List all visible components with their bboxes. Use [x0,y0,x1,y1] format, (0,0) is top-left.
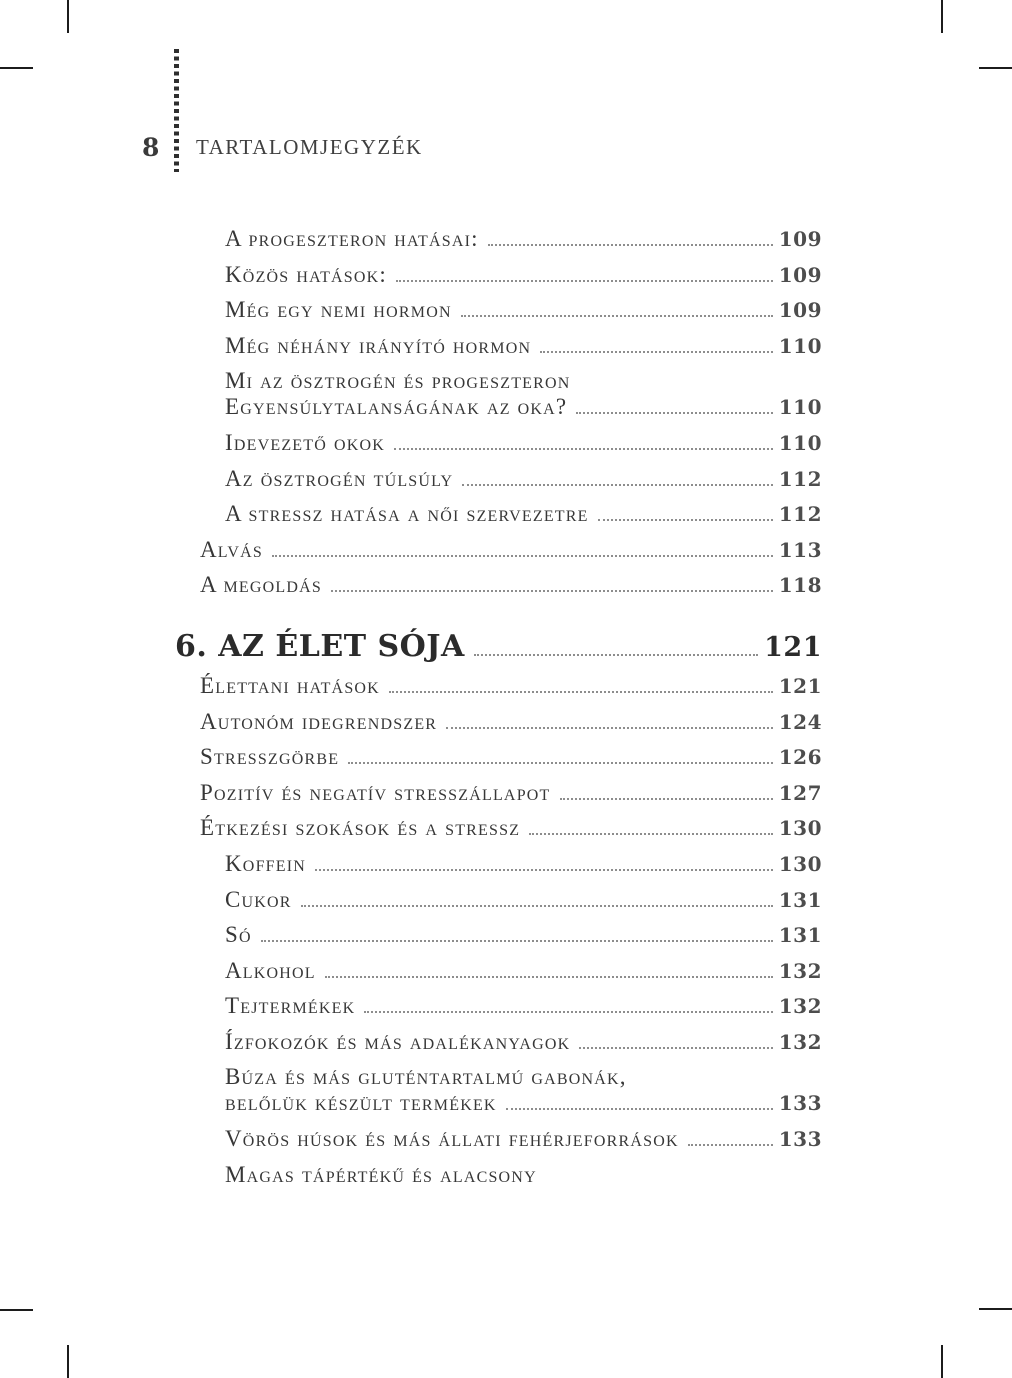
entry-title: Élettani hatások [200,672,380,698]
entry-title: Még néhány irányító hormon [225,332,532,358]
entry-page-number: 109 [778,262,822,287]
entry-page-number: 110 [778,430,822,455]
dot-leader [396,274,773,282]
entry-title: Alvás [200,536,263,562]
dot-leader [446,721,773,729]
dot-leader [576,406,772,414]
dot-leader [688,1138,773,1146]
toc-entry [175,744,822,780]
entry-page-number: 121 [778,673,822,698]
entry-page-number: 131 [778,923,822,948]
dotted-rule-divider [174,49,179,172]
entry-title: Só [225,922,252,948]
dot-leader [560,792,773,800]
entry-page-number: 112 [778,466,822,491]
entry-title: Alkohol [225,957,316,983]
toc-entry [175,394,822,430]
entry-title: Koffein [225,850,307,876]
entry-page-number: 113 [778,537,822,562]
running-head-title: TARTALOMJEGYZÉK [196,135,423,159]
entry-title: Idevezető okok [225,429,385,455]
entry-page-number: 130 [778,816,822,841]
toc-entry [175,780,822,816]
entry-title: Mi az ösztrogén és progeszteron [225,368,571,394]
entry-page-number: 132 [778,958,822,983]
dot-leader [461,309,773,317]
entry-page-number: 126 [778,745,822,770]
dot-leader [364,1005,772,1013]
dot-leader [389,685,773,693]
entry-page-number: 130 [778,851,822,876]
entry-page-number: 124 [778,709,822,734]
toc-entry [175,1090,822,1126]
crop-mark-bottom-left-horizontal [0,1309,33,1311]
entry-page-number: 133 [778,1091,822,1116]
toc-entry [175,851,822,887]
entry-title: Magas tápértékű és alacsony [225,1161,537,1187]
entry-page-number: 127 [778,780,822,805]
entry-page-number: 112 [778,502,822,527]
toc-entry [175,466,822,502]
dot-leader [579,1041,772,1049]
toc-entry [175,1064,822,1090]
toc-entry [175,673,822,709]
dot-leader [506,1102,773,1110]
dot-leader [529,827,773,835]
entry-title: Még egy nemi hormon [225,297,452,323]
dot-leader [540,345,773,353]
entry-title: Vörös húsok és más állati fehérjeforrások [225,1126,679,1152]
entry-page-number: 118 [778,573,822,598]
toc-entry [175,572,822,608]
crop-mark-top-right-vertical [941,0,943,33]
entry-title: belőlük készült termékek [225,1090,497,1116]
crop-mark-bottom-left-vertical [67,1345,69,1378]
crop-mark-top-right-horizontal [979,67,1012,69]
toc-entry [175,297,822,333]
entry-title: Közös hatások: [225,261,388,287]
toc-entry [175,629,822,673]
toc-entry [175,709,822,745]
entry-title: Tejtermékek [225,993,356,1019]
toc-entry [175,958,822,994]
toc-entry [175,262,822,298]
toc-entry [175,1029,822,1065]
dot-leader [301,899,773,907]
dot-leader [272,549,773,557]
toc-entry [175,333,822,369]
toc-entry [175,993,822,1029]
dot-leader [331,584,773,592]
toc-entry [175,815,822,851]
entry-page-number: 121 [764,631,822,663]
crop-mark-top-left-horizontal [0,67,33,69]
toc-entry [175,430,822,466]
dot-leader [394,442,773,450]
toc-entry [175,226,822,262]
dot-leader [488,238,773,246]
entry-title: 6. AZ ÉLET SÓJA [175,628,465,664]
entry-title: Búza és más gluténtartalmú gabonák, [225,1064,627,1090]
toc-entry [175,887,822,923]
entry-title: A stressz hatása a női szervezetre [225,501,589,527]
entry-title: A progeszteron hatásai: [225,226,479,251]
entry-page-number: 132 [778,994,822,1019]
entry-title: Pozitív és negatív stresszállapot [200,779,551,805]
crop-mark-bottom-right-horizontal [979,1308,1012,1310]
entry-title: Étkezési szokások és a stressz [200,815,521,841]
entry-page-number: 110 [778,333,822,358]
toc-entry [175,1162,822,1198]
entry-page-number: 133 [778,1127,822,1152]
toc-entry [175,368,822,394]
toc-list [175,226,822,1197]
entry-title: Cukor [225,886,292,912]
dot-leader [315,863,773,871]
entry-title: Autonóm idegrendszer [200,708,438,734]
crop-mark-top-left-vertical [67,0,69,33]
dot-leader [598,513,773,521]
dot-leader [474,648,758,656]
entry-page-number: 109 [778,227,822,251]
entry-page-number: 110 [778,395,822,420]
toc-entry [175,501,822,537]
entry-page-number: 131 [778,887,822,912]
toc-entry [175,537,822,573]
dot-leader [348,756,773,764]
toc-entry [175,922,822,958]
entry-title: Egyensúlytalanságának az oka? [225,394,568,420]
entry-title: Ízfokozók és más adalékanyagok [225,1028,571,1054]
dot-leader [462,478,772,486]
dot-leader [261,934,773,942]
entry-page-number: 132 [778,1029,822,1054]
page-number-folio: 8 [142,133,160,162]
dot-leader [325,970,773,978]
entry-page-number: 109 [778,298,822,323]
entry-title: A megoldás [200,572,322,598]
entry-title: Stresszgörbe [200,744,340,770]
entry-title: Az ösztrogén túlsúly [225,465,454,491]
crop-mark-bottom-right-vertical [941,1345,943,1378]
toc-entry [175,1126,822,1162]
